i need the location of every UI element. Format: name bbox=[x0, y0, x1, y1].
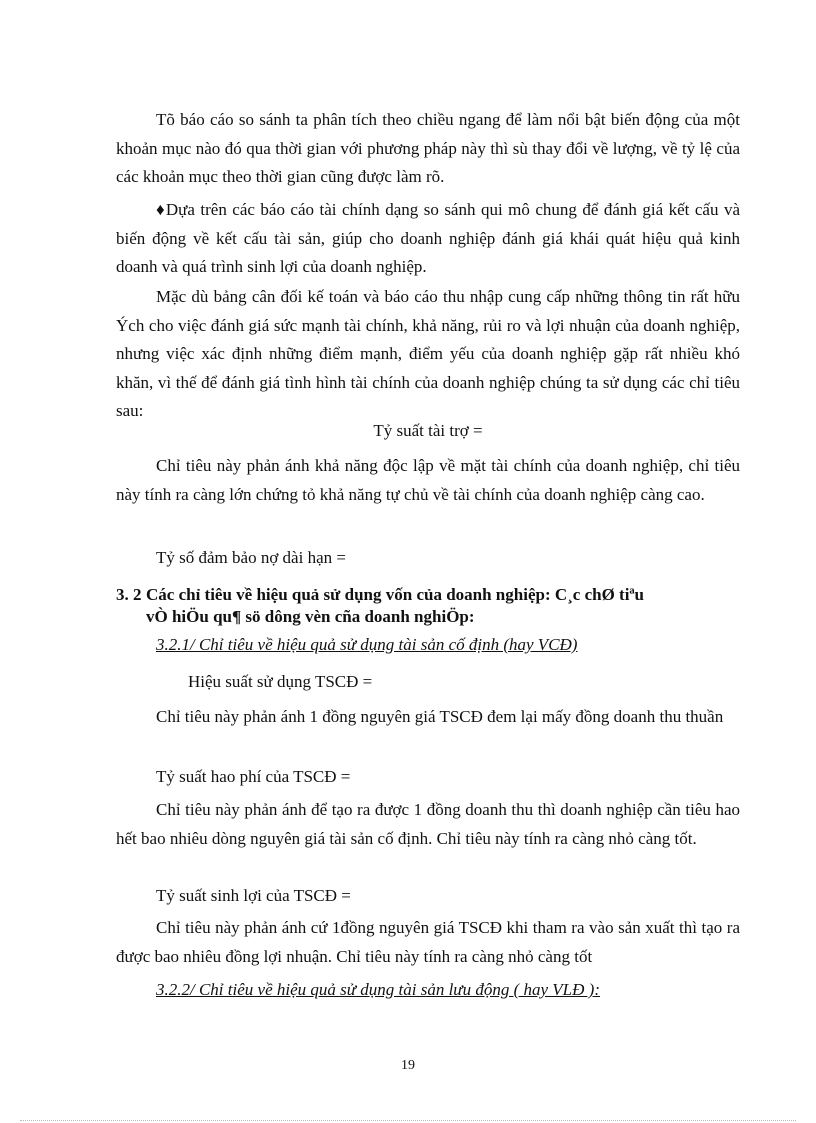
paragraph-horizontal-analysis: Tõ báo cáo so sánh ta phân tích theo chiều ngang để làm nổi bật biến động của một khoản mục nào đó qua thời gian với phương pháp này thì sù thay đổi về lượng, về tỷ lệ của các khoản mục theo thời gian cũng được làm rõ. bbox=[116, 110, 740, 186]
formula-fixed-asset-efficiency: Hiệu suất sử dụng TSCĐ = bbox=[188, 672, 373, 691]
section-title-garbled: vÒ hiÖu qu¶ sö dông vèn cña doanh nghiÖp: bbox=[146, 607, 475, 626]
paragraph-financing-ratio-explanation: Chỉ tiêu này phản ánh khả năng độc lập về mặt tài chính của doanh nghiệp, chỉ tiêu này tính ra càng lớn chứng tỏ khả năng tự chủ về tài chính của doanh nghiệp càng cao. bbox=[116, 456, 740, 504]
paragraph-balance-sheet: Mặc dù bảng cân đối kế toán và báo cáo thu nhập cung cấp những thông tin rất hữu Ých cho việc đánh giá sức mạnh tài chính, khả năng, rủi ro và lợi nhuận của doanh nghiệp, nhưng việc xác định những điểm mạnh, điểm yếu của doanh nghiệp gặp rất nhiều khó khăn, vì thế để đánh giá tình hình tài chính của doanh nghiệp chúng ta sử dụng các chỉ tiêu sau: bbox=[116, 287, 740, 420]
paragraph-fixed-asset-return: Chỉ tiêu này phản ánh cứ 1đồng nguyên giá TSCĐ khi tham ra vào sản xuất thì tạo ra được bao nhiêu đồng lợi nhuận. Chỉ tiêu này tính ra càng nhỏ càng tốt bbox=[116, 918, 740, 966]
page-number: 19 bbox=[401, 1058, 415, 1073]
formula-financing-ratio: Tỷ suất tài trợ = bbox=[373, 421, 483, 440]
formula-long-term-debt-ratio: Tỷ số đảm bảo nợ dài hạn = bbox=[156, 548, 346, 567]
section-heading-3-2 bbox=[116, 584, 740, 628]
formula-fixed-asset-return: Tỷ suất sinh lợi của TSCĐ = bbox=[156, 886, 351, 905]
paragraph-common-size: ♦Dựa trên các báo cáo tài chính dạng so sánh qui mô chung để đánh giá kết cấu và biến động về kết cấu tài sản, giúp cho doanh nghiệp đánh giá khái quát hiệu quả kinh doanh và quá trình sinh lợi của doanh nghiệp. bbox=[116, 200, 740, 276]
paragraph-fixed-asset-efficiency: Chỉ tiêu này phản ánh 1 đồng nguyên giá TSCĐ đem lại mấy đồng doanh thu thuần bbox=[156, 707, 724, 726]
formula-fixed-asset-cost: Tỷ suất hao phí của TSCĐ = bbox=[156, 767, 351, 786]
section-title: Các chỉ tiêu về hiệu quả sử dụng vốn của doanh nghiệp: C¸c chØ tiªu bbox=[146, 585, 644, 604]
section-number: 3. 2 bbox=[116, 585, 142, 604]
page-bottom-divider bbox=[20, 1120, 796, 1121]
subheading-3-2-1: 3.2.1/ Chỉ tiêu về hiệu quả sử dụng tài sản cố định (hay VCĐ) bbox=[156, 635, 578, 654]
subheading-3-2-2: 3.2.2/ Chỉ tiêu về hiệu quả sử dụng tài sản lưu động ( hay VLĐ ): bbox=[156, 980, 600, 999]
paragraph-fixed-asset-cost: Chỉ tiêu này phản ánh để tạo ra được 1 đồng doanh thu thì doanh nghiệp cần tiêu hao hết bao nhiêu dòng nguyên giá tài sản cố định. Chỉ tiêu này tính ra càng nhỏ càng tốt. bbox=[116, 800, 740, 848]
